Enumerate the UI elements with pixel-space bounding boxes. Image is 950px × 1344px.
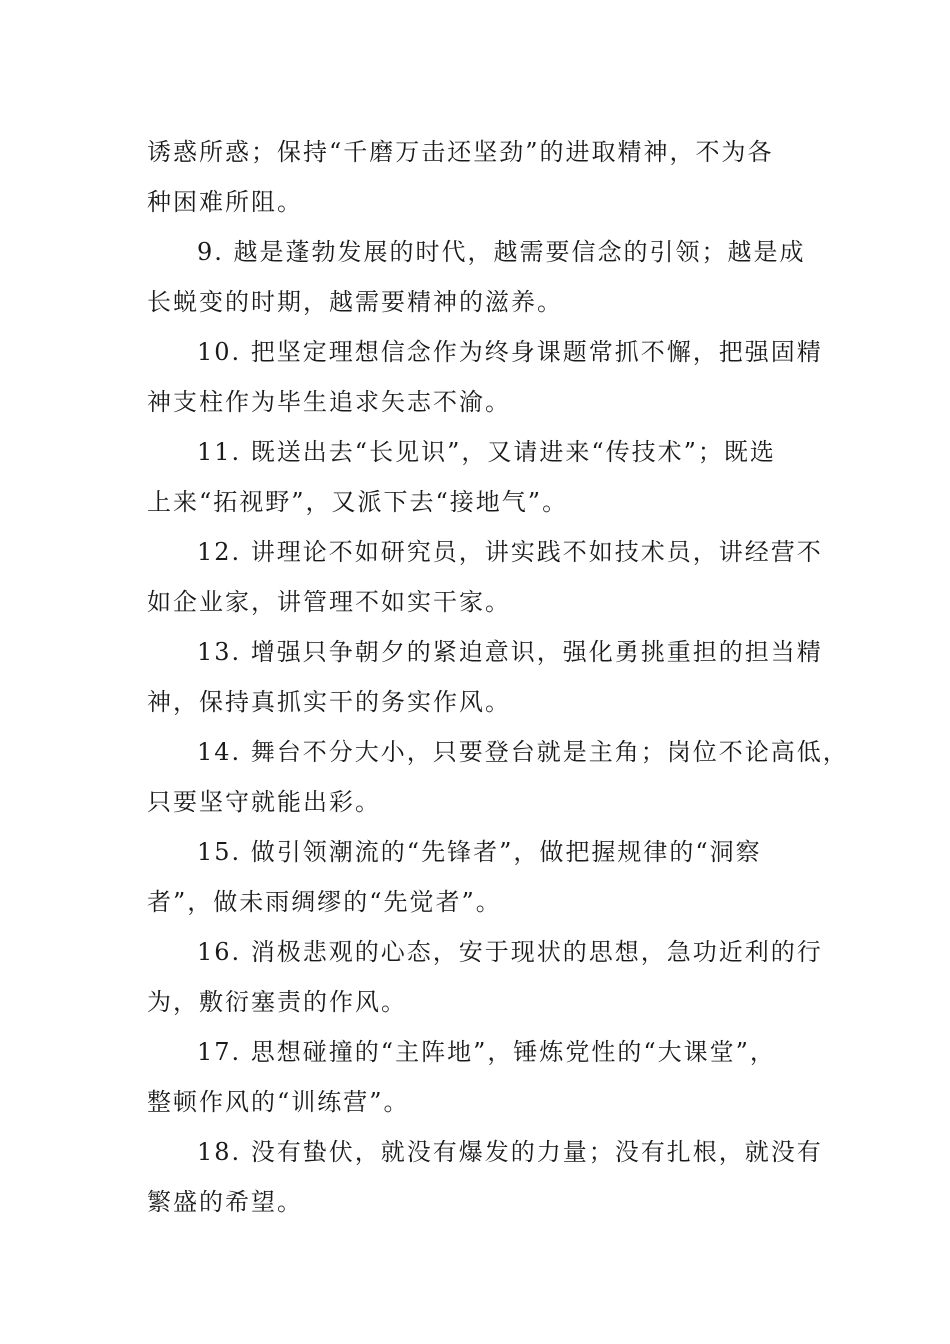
paragraph-line: 只要坚守就能出彩。 xyxy=(147,788,381,816)
paragraph-item-10 xyxy=(147,327,823,427)
paragraph-item-16 xyxy=(147,927,823,1027)
paragraph-item-17 xyxy=(147,1027,809,1127)
paragraph-line: 11. 既送出去“长见识”，又请进来“传技术”；既选 xyxy=(197,438,776,466)
paragraph-line: 神支柱作为毕生追求矢志不渝。 xyxy=(147,388,511,416)
document-body xyxy=(147,127,849,1227)
paragraph-item-12 xyxy=(147,527,823,627)
paragraph-line: 16. 消极悲观的心态，安于现状的思想，急功近利的行 xyxy=(197,938,823,966)
paragraph-item-9 xyxy=(147,227,809,327)
paragraph-line: 整顿作风的“训练营”。 xyxy=(147,1088,410,1116)
paragraph-line: 15. 做引领潮流的“先锋者”，做把握规律的“洞察 xyxy=(197,838,762,866)
paragraph-line: 种困难所阻。 xyxy=(147,188,303,216)
paragraph-item-18 xyxy=(147,1127,823,1227)
paragraph-line: 长蜕变的时期，越需要精神的滋养。 xyxy=(147,288,563,316)
paragraph-line: 9. 越是蓬勃发展的时代，越需要信念的引领；越是成 xyxy=(197,238,806,266)
paragraph-line: 10. 把坚定理想信念作为终身课题常抓不懈，把强固精 xyxy=(197,338,823,366)
paragraph-item-11 xyxy=(147,427,809,527)
paragraph-line: 诱惑所惑；保持“千磨万击还坚劲”的进取精神，不为各 xyxy=(147,138,774,166)
paragraph-line: 14. 舞台不分大小，只要登台就是主角；岗位不论高低， xyxy=(197,738,849,766)
paragraph-line: 神，保持真抓实干的务实作风。 xyxy=(147,688,511,716)
paragraph-line: 13. 增强只争朝夕的紧迫意识，强化勇挑重担的担当精 xyxy=(197,638,823,666)
paragraph-line: 17. 思想碰撞的“主阵地”，锤炼党性的“大课堂”， xyxy=(197,1038,776,1066)
paragraph-line: 繁盛的希望。 xyxy=(147,1188,303,1216)
paragraph-line: 18. 没有蛰伏，就没有爆发的力量；没有扎根，就没有 xyxy=(197,1138,823,1166)
paragraph-item-13 xyxy=(147,627,823,727)
paragraph-item-14 xyxy=(147,727,849,827)
paragraph-line: 12. 讲理论不如研究员，讲实践不如技术员，讲经营不 xyxy=(197,538,823,566)
paragraph-line: 者”，做未雨绸缪的“先觉者”。 xyxy=(147,888,502,916)
paragraph-line: 上来“拓视野”，又派下去“接地气”。 xyxy=(147,488,569,516)
paragraph-continuation xyxy=(147,127,809,227)
paragraph-item-15 xyxy=(147,827,809,927)
paragraph-line: 为，敷衍塞责的作风。 xyxy=(147,988,407,1016)
paragraph-line: 如企业家，讲管理不如实干家。 xyxy=(147,588,511,616)
